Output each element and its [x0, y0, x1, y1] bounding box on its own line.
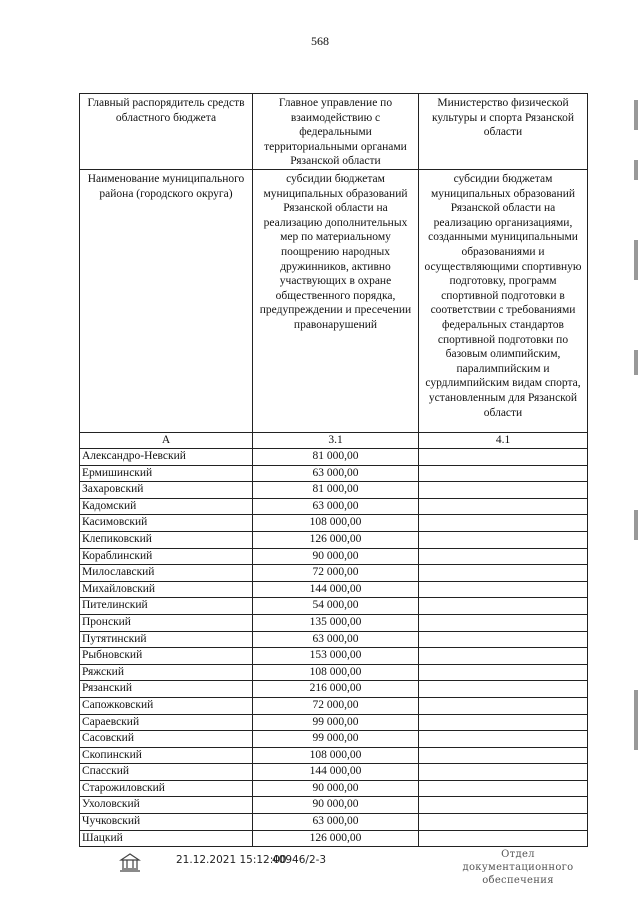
header-cell-col2: Главное управление по взаимодействию с федеральными территориальными органами Рязанской области — [253, 94, 419, 170]
subsidy-value-4-1 — [419, 449, 588, 466]
municipality-name: Пронский — [80, 614, 253, 631]
subheader-row — [80, 170, 588, 433]
subsidy-value-3-1: 108 000,00 — [253, 747, 419, 764]
subsidy-value-3-1: 63 000,00 — [253, 814, 419, 831]
subsidy-value-3-1: 63 000,00 — [253, 465, 419, 482]
scan-edge-marks — [630, 90, 638, 790]
municipality-name: Касимовский — [80, 515, 253, 532]
subsidy-value-4-1 — [419, 648, 588, 665]
municipality-name: Захаровский — [80, 482, 253, 499]
subsidy-value-3-1: 126 000,00 — [253, 531, 419, 548]
header-row — [80, 94, 588, 170]
subsidy-value-4-1 — [419, 581, 588, 598]
subsidy-value-4-1 — [419, 631, 588, 648]
table-row — [80, 449, 588, 466]
subsidy-value-4-1 — [419, 548, 588, 565]
municipality-name: Ряжский — [80, 664, 253, 681]
header-cell-distributor: Главный распорядитель средств областного бюджета — [80, 94, 253, 170]
subsidy-value-3-1: 90 000,00 — [253, 797, 419, 814]
subsidy-value-4-1 — [419, 565, 588, 582]
subsidy-value-3-1: 72 000,00 — [253, 697, 419, 714]
table-row — [80, 664, 588, 681]
table-row — [80, 648, 588, 665]
municipality-name: Скопинский — [80, 747, 253, 764]
subsidy-value-4-1 — [419, 764, 588, 781]
column-code-3-1: 3.1 — [253, 433, 419, 449]
subsidy-value-4-1 — [419, 780, 588, 797]
page-number: 568 — [311, 34, 329, 48]
municipality-name: Ермишинский — [80, 465, 253, 482]
municipality-name: Старожиловский — [80, 780, 253, 797]
subsidy-value-3-1: 90 000,00 — [253, 780, 419, 797]
table-row — [80, 515, 588, 532]
subsidy-value-4-1 — [419, 598, 588, 615]
footer — [0, 848, 640, 898]
municipality-name: Пителинский — [80, 598, 253, 615]
subsidy-value-4-1 — [419, 747, 588, 764]
subsidy-value-3-1: 126 000,00 — [253, 830, 419, 847]
municipality-name: Шацкий — [80, 830, 253, 847]
subsidy-value-3-1: 108 000,00 — [253, 515, 419, 532]
subsidy-value-4-1 — [419, 830, 588, 847]
subsidy-value-4-1 — [419, 614, 588, 631]
municipality-name: Рыбновский — [80, 648, 253, 665]
subsidy-value-3-1: 144 000,00 — [253, 764, 419, 781]
table-row — [80, 598, 588, 615]
subsidy-value-4-1 — [419, 697, 588, 714]
municipality-name: Сараевский — [80, 714, 253, 731]
municipality-name: Ухоловский — [80, 797, 253, 814]
stamp-line-1: Отдел документационного — [462, 849, 574, 873]
institution-logo-icon — [118, 851, 142, 873]
subsidy-value-3-1: 135 000,00 — [253, 614, 419, 631]
municipality-name: Путятинский — [80, 631, 253, 648]
subsidy-value-3-1: 63 000,00 — [253, 498, 419, 515]
footer-datetime: 21.12.2021 15:12:00 — [176, 854, 287, 866]
municipality-name: Александро-Невский — [80, 449, 253, 466]
municipality-name: Михайловский — [80, 581, 253, 598]
subsidy-value-4-1 — [419, 482, 588, 499]
column-codes-row — [80, 433, 588, 449]
subsidy-value-3-1: 63 000,00 — [253, 631, 419, 648]
budget-table — [79, 93, 588, 847]
subheader-cell-col2: субсидии бюджетам муниципальных образований Рязанской области на реализацию дополнительных мер по материальному поощрению народных дружинников, активно участвующих в охране общественного порядка, предупреждении и пресечении правонарушений — [253, 170, 419, 433]
table-row — [80, 764, 588, 781]
subsidy-value-4-1 — [419, 731, 588, 748]
subsidy-value-3-1: 72 000,00 — [253, 565, 419, 582]
municipality-name: Кадомский — [80, 498, 253, 515]
table-row — [80, 797, 588, 814]
table-row — [80, 747, 588, 764]
table-row — [80, 548, 588, 565]
department-stamp — [448, 848, 588, 887]
municipality-name: Сапожковский — [80, 697, 253, 714]
subsidy-value-3-1: 99 000,00 — [253, 731, 419, 748]
table-row — [80, 465, 588, 482]
subsidy-value-4-1 — [419, 814, 588, 831]
municipality-name: Кораблинский — [80, 548, 253, 565]
subsidy-value-3-1: 81 000,00 — [253, 449, 419, 466]
table-row — [80, 631, 588, 648]
table-row — [80, 565, 588, 582]
subsidy-value-4-1 — [419, 681, 588, 698]
subsidy-value-4-1 — [419, 797, 588, 814]
subsidy-value-4-1 — [419, 498, 588, 515]
table-row — [80, 830, 588, 847]
table-row — [80, 498, 588, 515]
subsidy-value-3-1: 81 000,00 — [253, 482, 419, 499]
municipality-name: Чучковский — [80, 814, 253, 831]
subheader-cell-col3: субсидии бюджетам муниципальных образований Рязанской области на реализацию организациями, созданными муниципальными образованиями и осуществляющими спортивную подготовку, программ спортивной подготовки в соответствии с требованиями федеральных стандартов спортивной подготовки по базовым олимпийским, паралимпийским и сурдлимпийским видам спорта, установленным для Рязанской области — [419, 170, 588, 433]
table-row — [80, 482, 588, 499]
municipality-name: Милославский — [80, 565, 253, 582]
subsidy-value-3-1: 216 000,00 — [253, 681, 419, 698]
table-row — [80, 814, 588, 831]
table-row — [80, 531, 588, 548]
table-row — [80, 714, 588, 731]
subsidy-value-3-1: 90 000,00 — [253, 548, 419, 565]
municipality-name: Рязанский — [80, 681, 253, 698]
column-code-4-1: 4.1 — [419, 433, 588, 449]
subsidy-value-4-1 — [419, 714, 588, 731]
column-code-a: А — [80, 433, 253, 449]
stamp-line-2: обеспечения — [482, 875, 554, 886]
footer-reg-number: 40946/2-3 — [272, 854, 327, 866]
subsidy-value-3-1: 153 000,00 — [253, 648, 419, 665]
table-row — [80, 780, 588, 797]
municipality-name: Клепиковский — [80, 531, 253, 548]
subsidy-value-4-1 — [419, 515, 588, 532]
municipality-name: Спасский — [80, 764, 253, 781]
header-cell-col3: Министерство физической культуры и спорта Рязанской области — [419, 94, 588, 170]
table-row — [80, 681, 588, 698]
table-row — [80, 731, 588, 748]
subheader-cell-municipality: Наименование муниципального района (городского округа) — [80, 170, 253, 433]
subsidy-value-4-1 — [419, 465, 588, 482]
subsidy-value-3-1: 54 000,00 — [253, 598, 419, 615]
subsidy-value-3-1: 99 000,00 — [253, 714, 419, 731]
subsidy-value-3-1: 144 000,00 — [253, 581, 419, 598]
table-row — [80, 697, 588, 714]
table-row — [80, 614, 588, 631]
subsidy-value-3-1: 108 000,00 — [253, 664, 419, 681]
municipality-name: Сасовский — [80, 731, 253, 748]
table-row — [80, 581, 588, 598]
subsidy-value-4-1 — [419, 664, 588, 681]
subsidy-value-4-1 — [419, 531, 588, 548]
